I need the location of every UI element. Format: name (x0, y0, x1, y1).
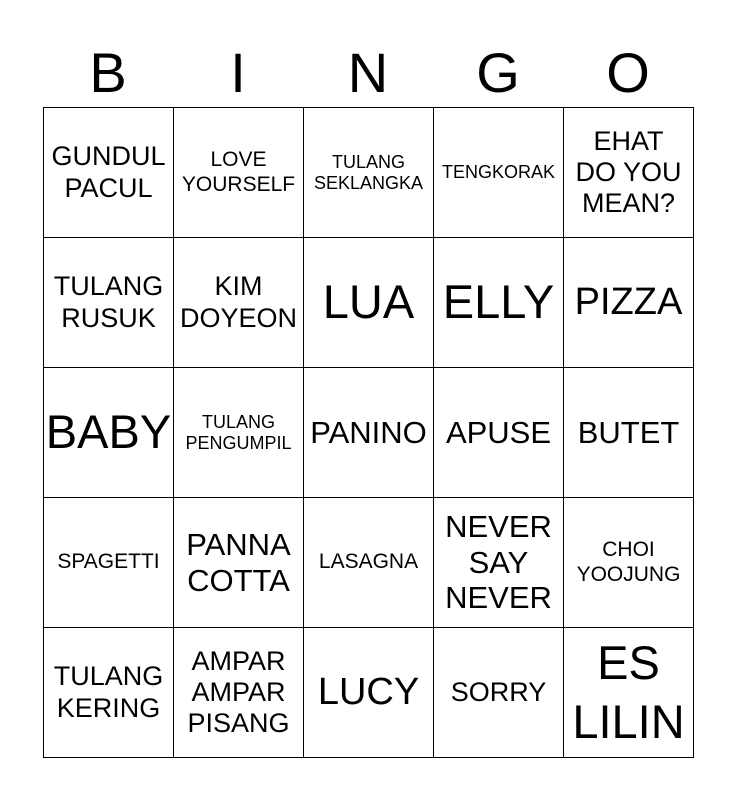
bingo-cell[interactable] (174, 108, 304, 238)
header-letter-n: N (347, 41, 389, 104)
bingo-cell[interactable] (174, 628, 304, 758)
bingo-cell[interactable] (564, 238, 694, 368)
cell-text: SPAGETTI (57, 550, 160, 574)
cell-text: ELLY (442, 275, 555, 329)
bingo-cell[interactable] (434, 498, 564, 628)
cell-text: PANINO (310, 414, 427, 450)
cell-text: PANNA COTTA (186, 526, 291, 598)
bingo-cell[interactable] (564, 108, 694, 238)
cell-text: KIM DOYEON (179, 271, 298, 333)
cell-text: PIZZA (574, 280, 683, 323)
cell-text: LUA (322, 275, 415, 329)
bingo-cell[interactable] (564, 368, 694, 498)
bingo-cell[interactable] (44, 628, 174, 758)
bingo-cell[interactable] (434, 628, 564, 758)
cell-text: LASAGNA (318, 550, 419, 574)
cell-text: CHOI YOOJUNG (576, 538, 681, 586)
cell-text: APUSE (445, 414, 552, 450)
bingo-cell[interactable] (434, 108, 564, 238)
header-letter-g: G (476, 41, 520, 104)
bingo-cell[interactable] (434, 238, 564, 368)
header-letter-b: B (89, 41, 127, 104)
bingo-cell[interactable] (174, 498, 304, 628)
bingo-header (43, 40, 693, 106)
cell-text: AMPAR AMPAR PISANG (187, 645, 290, 739)
cell-text: BABY (45, 405, 172, 459)
cell-text: TULANG PENGUMPIL (185, 411, 292, 453)
bingo-cell[interactable] (434, 368, 564, 498)
cell-text: LUCY (317, 670, 420, 713)
bingo-cell[interactable] (174, 238, 304, 368)
bingo-cell[interactable] (564, 628, 694, 758)
bingo-cell[interactable] (304, 368, 434, 498)
cell-text: TULANG KERING (53, 661, 164, 723)
cell-text: TENGKORAK (441, 162, 556, 183)
bingo-cell[interactable] (44, 498, 174, 628)
cell-text: LOVE YOURSELF (181, 148, 296, 196)
header-letter-o: O (606, 41, 650, 104)
bingo-cell[interactable] (44, 108, 174, 238)
bingo-cell[interactable] (304, 498, 434, 628)
cell-text: GUNDUL PACUL (51, 141, 166, 203)
cell-text: SORRY (450, 676, 547, 707)
cell-text: EHAT DO YOU MEAN? (575, 125, 682, 219)
bingo-cell[interactable] (304, 108, 434, 238)
cell-text: ES LILIN (572, 635, 685, 748)
cell-text: BUTET (577, 414, 680, 450)
bingo-cell[interactable] (304, 628, 434, 758)
bingo-cell[interactable] (44, 368, 174, 498)
cell-text: TULANG RUSUK (53, 271, 164, 333)
bingo-board (43, 107, 694, 758)
cell-text: NEVER SAY NEVER (445, 509, 552, 616)
header-letter-i: I (230, 41, 246, 104)
bingo-cell[interactable] (564, 498, 694, 628)
bingo-cell[interactable] (304, 238, 434, 368)
cell-text: TULANG SEKLANGKA (313, 151, 424, 193)
bingo-cell[interactable] (174, 368, 304, 498)
bingo-cell[interactable] (44, 238, 174, 368)
